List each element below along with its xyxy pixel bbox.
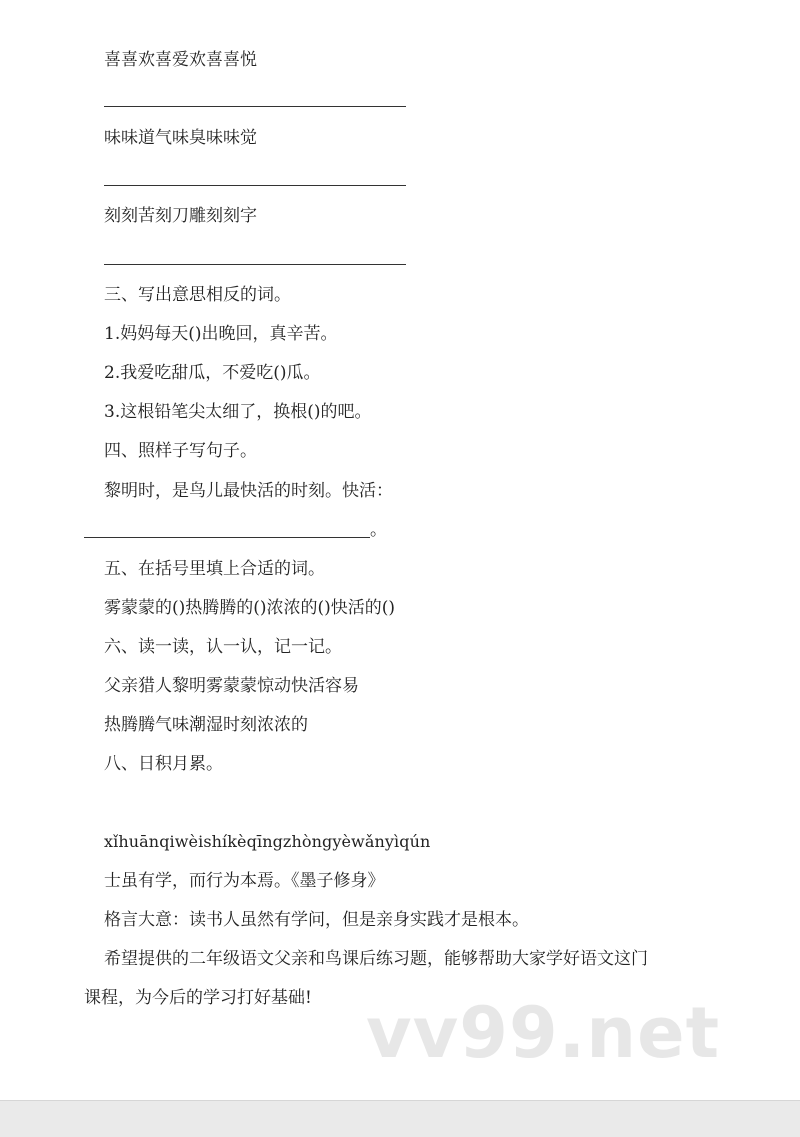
section-heading-fill-words: 五、在括号里填上合适的词。 bbox=[104, 559, 325, 579]
answer-line bbox=[84, 537, 370, 538]
answer-line bbox=[104, 106, 406, 107]
section-heading-antonyms: 三、写出意思相反的词。 bbox=[104, 285, 291, 305]
vocabulary-row: 热腾腾气味潮湿时刻浓浓的 bbox=[104, 715, 308, 735]
word-group-ke: 刻刻苦刻刀雕刻刻字 bbox=[104, 206, 257, 226]
answer-line bbox=[104, 264, 406, 265]
section-heading-read: 六、读一读，认一认，记一记。 bbox=[104, 637, 342, 657]
word-group-wei: 味味道气味臭味味觉 bbox=[104, 128, 257, 148]
vocabulary-row: 父亲猎人黎明雾蒙蒙惊动快活容易 bbox=[104, 676, 359, 696]
closing-paragraph-line-1: 希望提供的二年级语文父亲和鸟课后练习题，能够帮助大家学好语文这门 bbox=[104, 949, 648, 969]
quote-line: 士虽有学，而行为本焉。《墨子修身》 bbox=[104, 871, 385, 891]
watermark: vv99.net bbox=[366, 992, 721, 1074]
section-heading-accumulation: 八、日积月累。 bbox=[104, 754, 223, 774]
fill-in-item: 雾蒙蒙的()热腾腾的()浓浓的()快活的() bbox=[104, 598, 396, 618]
exercise-item: 3.这根铅笔尖太细了，换根()的吧。 bbox=[104, 402, 372, 422]
page-bottom-edge bbox=[0, 1100, 800, 1137]
section-heading-sentences: 四、照样子写句子。 bbox=[104, 441, 257, 461]
exercise-item: 2.我爱吃甜瓜，不爱吃()瓜。 bbox=[104, 363, 321, 383]
pinyin-line: xǐhuānqiwèishíkèqīngzhòngyèwǎnyìqún bbox=[104, 832, 431, 851]
sentence-period: 。 bbox=[370, 520, 387, 540]
quote-meaning: 格言大意：读书人虽然有学问，但是亲身实践才是根本。 bbox=[104, 910, 529, 930]
closing-paragraph-line-2: 课程，为今后的学习打好基础! bbox=[84, 988, 312, 1008]
word-group-xi: 喜喜欢喜爱欢喜喜悦 bbox=[104, 50, 257, 70]
example-sentence: 黎明时，是鸟儿最快活的时刻。快活： bbox=[104, 481, 393, 501]
exercise-item: 1.妈妈每天()出晚回，真辛苦。 bbox=[104, 324, 338, 344]
answer-line bbox=[104, 185, 406, 186]
